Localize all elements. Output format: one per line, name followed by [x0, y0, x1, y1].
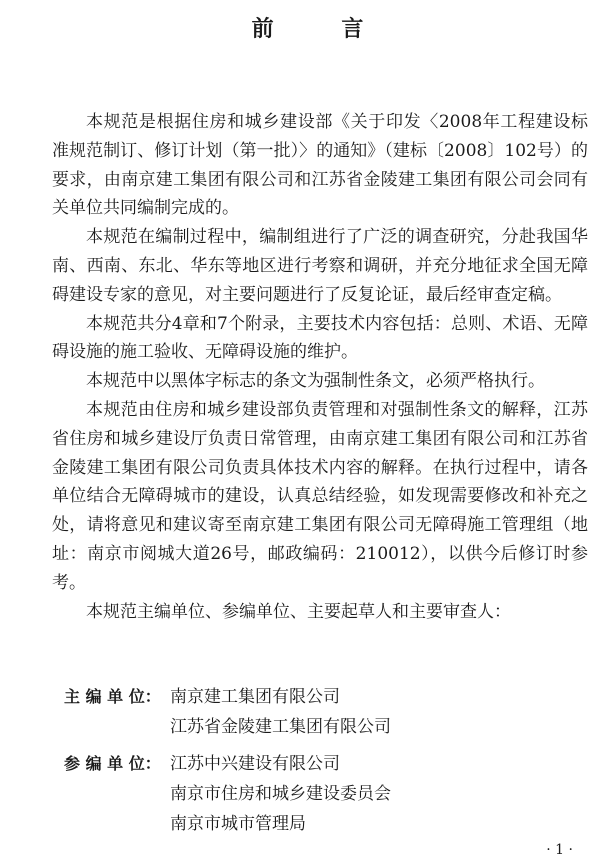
chief-units-list [170, 682, 588, 742]
participating-units-list [170, 749, 588, 839]
participating-units [52, 749, 588, 839]
paragraph-basis: 本规范是根据住房和城乡建设部《关于印发〈2008年工程建设标准规范制订、修订计划（第一批）〉的通知》（建标〔2008〕102号）的要求，由南京建工集团有限公司和江苏省金陵建工集团有限公司会同有关单位共同编制完成的。 [52, 112, 588, 219]
paragraph-management: 本规范由住房和城乡建设部负责管理和对强制性条文的解释，江苏省住房和城乡建设厅负责日常管理，由南京建工集团有限公司和江苏省金陵建工集团有限公司负责具体技术内容的解释。在执行过程中，请各单位结合无障碍城市的建设，认真总结经验，如发现需要修改和补充之处，请将意见和建议寄至南京建工集团有限公司无障碍施工管理组（地址：南京市阅城大道26号，邮政编码：210012），以供今后修订时参考。 [52, 399, 588, 593]
page-title: 前 言 [251, 17, 394, 42]
chief-units-label: 主 编 单 位： [64, 687, 161, 706]
chief-unit-item: 江苏省金陵建工集团有限公司 [170, 717, 391, 737]
paragraph-contents: 本规范共分4章和7个附录，主要技术内容包括：总则、术语、无障碍设施的施工验收、无障碍设施的维护。 [52, 313, 588, 363]
paragraph-mandatory: 本规范中以黑体字标志的条文为强制性条文，必须严格执行。 [86, 371, 545, 392]
page-number: · 1 · [546, 842, 573, 858]
participating-units-label: 参 编 单 位： [64, 754, 161, 773]
participating-unit-item: 南京市城市管理局 [170, 814, 306, 834]
chief-units [52, 682, 588, 742]
paragraph-units-intro: 本规范主编单位、参编单位、主要起草人和主要审查人： [86, 601, 511, 622]
participating-unit-item: 江苏中兴建设有限公司 [170, 754, 340, 774]
chief-unit-item: 南京建工集团有限公司 [170, 687, 340, 707]
units-section [52, 682, 588, 839]
paragraph-process: 本规范在编制过程中，编制组进行了广泛的调查研究，分赴我国华南、西南、东北、华东等地区进行考察和调研，并充分地征求全国无障碍建设专家的意见，对主要问题进行了反复论证，最后经审查定稿。 [52, 227, 588, 305]
participating-unit-item: 南京市住房和城乡建设委员会 [170, 784, 391, 804]
preface-body [52, 108, 588, 626]
